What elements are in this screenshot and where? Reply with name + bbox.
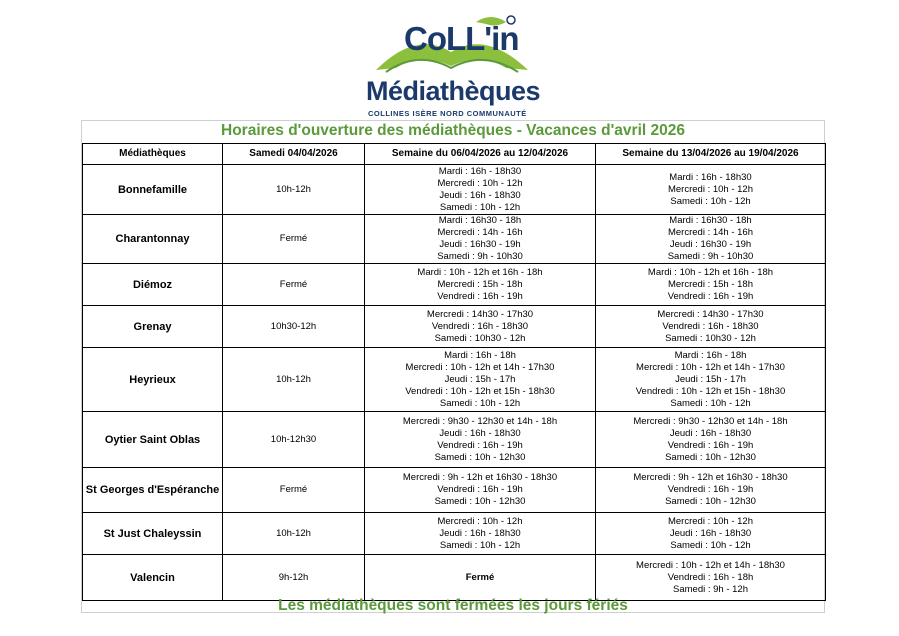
week-1-hours	[365, 468, 596, 513]
hours-line: Mardi : 10h - 12h et 16h - 18h	[417, 266, 543, 278]
table-row	[83, 215, 826, 264]
table-row	[83, 306, 826, 348]
hours-line: Mercredi : 10h - 12h	[667, 515, 753, 527]
hours-line: Mardi : 10h - 12h et 16h - 18h	[647, 266, 774, 278]
table-header-row	[83, 144, 826, 165]
table-row	[83, 468, 826, 513]
week-1-hours	[365, 306, 596, 348]
hours-line: Samedi : 10h - 12h	[670, 397, 751, 409]
week-2-hours	[596, 348, 826, 412]
logo-subtitle: COLLINES ISÈRE NORD COMMUNAUTÉ	[368, 109, 527, 118]
week-1-hours	[365, 555, 596, 601]
week-2-hours	[596, 555, 826, 601]
library-name: St Just Chaleyssin	[83, 513, 223, 555]
week-1-hours	[365, 348, 596, 412]
saturday-hours: Fermé	[223, 264, 365, 306]
library-name: Heyrieux	[83, 348, 223, 412]
saturday-hours: 10h-12h	[223, 165, 365, 215]
saturday-hours: 10h-12h	[223, 513, 365, 555]
library-name: Valencin	[83, 555, 223, 601]
hours-line: Samedi : 10h - 12h30	[665, 451, 756, 463]
hours-line: Mardi : 16h - 18h	[444, 349, 516, 361]
week-2-hours	[596, 264, 826, 306]
hours-line: Mercredi : 14h30 - 17h30	[657, 308, 764, 320]
header-library: Médiathèques	[83, 144, 223, 165]
hours-line: Samedi : 10h - 12h30	[665, 496, 756, 507]
week-2-hours	[596, 468, 826, 513]
hours-line: Mercredi : 9h30 - 12h30 et 14h - 18h	[402, 415, 558, 427]
saturday-hours: 10h30-12h	[223, 306, 365, 348]
hours-line: Jeudi : 16h30 - 19h	[439, 239, 521, 250]
hours-line: Samedi : 10h - 12h	[439, 539, 521, 551]
hours-line: Vendredi : 16h - 19h	[667, 439, 754, 451]
library-name: Oytier Saint Oblas	[83, 412, 223, 468]
hours-line: Mercredi : 9h - 12h et 16h30 - 18h30	[402, 472, 558, 483]
page-title: Horaires d'ouverture des médiathèques - Vacances d'avril 2026	[221, 122, 685, 139]
header-saturday: Samedi 04/04/2026	[223, 144, 365, 165]
hours-line: Vendredi : 10h - 12h et 15h - 18h30	[635, 385, 786, 397]
hours-line: Samedi : 10h30 - 12h	[434, 332, 526, 344]
hours-line: Mercredi : 10h - 12h	[437, 515, 523, 527]
week-1-hours	[365, 412, 596, 468]
hours-line: Mercredi : 9h30 - 12h30 et 14h - 18h	[633, 415, 788, 427]
hours-line: Mercredi : 10h - 12h et 14h - 17h30	[636, 361, 785, 373]
table-row	[83, 513, 826, 555]
saturday-hours: Fermé	[223, 215, 365, 264]
hours-line: Mercredi : 14h30 - 17h30	[426, 308, 534, 320]
week-2-hours	[596, 306, 826, 348]
week-1-hours	[365, 215, 596, 264]
hours-line: Mardi : 16h - 18h30	[438, 165, 522, 177]
hours-line: Samedi : 10h - 12h	[670, 539, 751, 551]
hours-line: Vendredi : 16h - 19h	[667, 484, 754, 495]
logo	[356, 8, 546, 118]
hours-line: Jeudi : 16h30 - 19h	[669, 239, 752, 250]
saturday-hours: 10h-12h30	[223, 412, 365, 468]
week-2-hours	[596, 412, 826, 468]
week-2-hours	[596, 165, 826, 215]
hours-line: Samedi : 10h - 12h	[670, 195, 751, 207]
week-1-hours	[365, 513, 596, 555]
hours-line: Mardi : 16h30 - 18h	[438, 215, 522, 226]
week-1-hours	[365, 165, 596, 215]
hours-line: Vendredi : 16h - 19h	[437, 484, 523, 495]
header-week-2: Semaine du 13/04/2026 au 19/04/2026	[596, 144, 826, 165]
hours-line: Mercredi : 10h - 12h et 14h - 18h30	[636, 559, 785, 571]
logo-brand: CoLL'in	[404, 20, 519, 57]
library-name: Diémoz	[83, 264, 223, 306]
hours-line: Jeudi : 15h - 17h	[444, 373, 516, 385]
table-row	[83, 165, 826, 215]
hours-line: Mercredi : 15h - 18h	[437, 278, 523, 290]
hours-line: Jeudi : 16h - 18h30	[439, 189, 521, 201]
table-row	[83, 412, 826, 468]
hours-line: Samedi : 10h - 12h30	[434, 496, 526, 507]
hours-line: Vendredi : 16h - 18h30	[431, 320, 529, 332]
logo-title: Médiathèques	[366, 76, 541, 106]
hours-line: Jeudi : 16h - 18h30	[439, 427, 521, 439]
hours-line: Jeudi : 15h - 17h	[675, 373, 746, 385]
hours-line: Jeudi : 16h - 18h30	[439, 527, 521, 539]
library-name: Bonnefamille	[83, 165, 223, 215]
hours-line: Fermé	[465, 571, 495, 583]
hours-line: Mercredi : 10h - 12h	[667, 183, 753, 195]
header-week-1: Semaine du 06/04/2026 au 12/04/2026	[365, 144, 596, 165]
hours-line: Jeudi : 16h - 18h30	[669, 527, 752, 539]
hours-line: Mercredi : 10h - 12h	[437, 177, 523, 189]
saturday-hours: Fermé	[223, 468, 365, 513]
hours-line: Mardi : 16h - 18h30	[669, 171, 752, 183]
hours-line: Mercredi : 14h - 16h	[667, 227, 753, 238]
hours-line: Samedi : 9h - 12h	[673, 583, 748, 595]
hours-line: Mardi : 16h - 18h	[674, 349, 747, 361]
hours-line: Mardi : 16h30 - 18h	[669, 215, 752, 226]
hours-line: Vendredi : 16h - 19h	[437, 290, 523, 302]
table-row	[83, 555, 826, 601]
hours-line: Mercredi : 15h - 18h	[667, 278, 753, 290]
hours-line: Vendredi : 16h - 19h	[667, 290, 754, 302]
hours-line: Samedi : 10h - 12h	[439, 201, 521, 213]
hours-line: Vendredi : 16h - 19h	[437, 439, 523, 451]
hours-line: Samedi : 9h - 10h30	[667, 251, 754, 262]
saturday-hours: 9h-12h	[223, 555, 365, 601]
library-name: Grenay	[83, 306, 223, 348]
week-2-hours	[596, 513, 826, 555]
library-name: Charantonnay	[83, 215, 223, 264]
week-1-hours	[365, 264, 596, 306]
opening-hours-table	[82, 143, 826, 601]
hours-line: Mercredi : 9h - 12h et 16h30 - 18h30	[633, 472, 788, 483]
hours-line: Vendredi : 16h - 18h30	[662, 320, 759, 332]
hours-line: Mercredi : 10h - 12h et 14h - 17h30	[405, 361, 555, 373]
hours-line: Samedi : 10h30 - 12h	[665, 332, 756, 344]
hours-line: Vendredi : 10h - 12h et 15h - 18h30	[405, 385, 555, 397]
hours-line: Vendredi : 16h - 18h	[667, 571, 754, 583]
hours-line: Samedi : 10h - 12h	[439, 397, 521, 409]
hours-line: Mercredi : 14h - 16h	[437, 227, 523, 238]
hours-line: Jeudi : 16h - 18h30	[669, 427, 752, 439]
table-row	[83, 348, 826, 412]
table-row	[83, 264, 826, 306]
week-2-hours	[596, 215, 826, 264]
saturday-hours: 10h-12h	[223, 348, 365, 412]
library-name: St Georges d'Espéranche	[83, 468, 223, 513]
hours-line: Samedi : 10h - 12h30	[434, 451, 526, 463]
footer-note: Les médiathèques sont fermées les jours fériés	[278, 597, 628, 614]
hours-line: Samedi : 9h - 10h30	[437, 251, 523, 262]
